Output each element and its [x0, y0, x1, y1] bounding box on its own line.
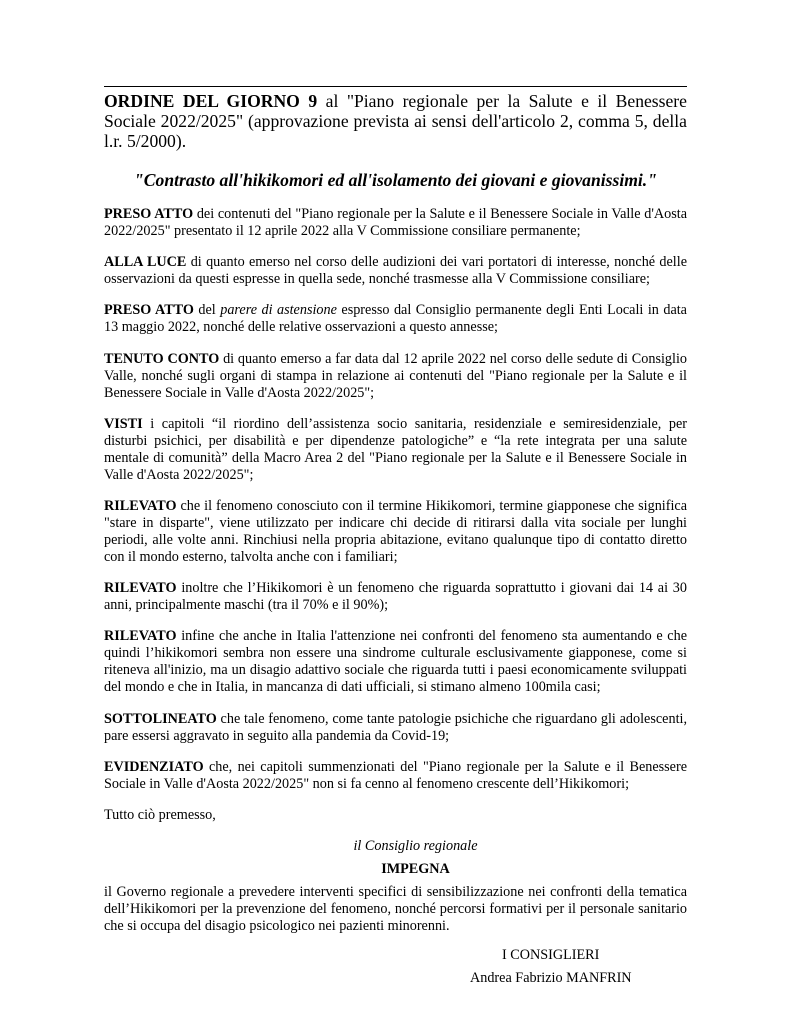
- premise-text: dei contenuti del "Piano regionale per la Salute e il Benessere Sociale in Valle d'Aosta 2022/2025" presentato il 12 aprile 2022 alla V Commissione consiliare permanente;: [104, 206, 687, 239]
- premise-paragraph: [104, 580, 687, 614]
- premise-paragraph: [104, 711, 687, 745]
- premise-keyword: PRESO ATTO: [104, 206, 194, 222]
- premise-text: di quanto emerso a far data dal 12 aprile 2022 nel corso delle sedute di Consiglio Valle, nonché sugli organi di stampa in relazione ai contenuti del "Piano regionale per la Salute e il Benessere Sociale in Valle d'Aosta 2022/2025";: [104, 350, 687, 401]
- premise-conclusion: Tutto ciò premesso,: [104, 806, 216, 823]
- premise-paragraph: [104, 351, 687, 402]
- premise-text: espresso dal Consiglio permanente degli Enti Locali in data 13 maggio 2022, nonché delle relative osservazioni a questo annesse;: [104, 302, 687, 336]
- premise-text: che il fenomeno conosciuto con il termine Hikikomori, termine giapponese che significa "stare in disparte", viene utilizzato per indicare chi decide di ritirarsi dalla vita sociale per lunghi periodi, alle volte anni. Rinchiusi nella propria abitazione, evitano qualunque tipo di contatto diretto con il mondo esterno, talvolta anche con i familiari;: [104, 497, 687, 565]
- premise-text: i capitoli “il riordino dell’assistenza socio sanitaria, residenziale e semiresidenziale, per disturbi psichici, per disabilità e per dipendenze patologiche” e “la rete integrata per una salute mentale di comunità” della Macro Area 2 del "Piano regionale per la Salute e il Benessere Sociale in Valle d'Aosta 2022/2025";: [104, 415, 687, 483]
- document-subtitle: "Contrasto all'hikikomori ed all'isolamento dei giovani e giovanissimi.": [134, 170, 657, 190]
- premise-paragraph: [104, 498, 687, 566]
- premise-paragraph: [104, 759, 687, 793]
- council-label: il Consiglio regionale: [353, 838, 478, 855]
- premise-text: inoltre che l’Hikikomori è un fenomeno che riguarda soprattutto i giovani dai 14 ai 30 anni, principalmente maschi (tra il 70% e il 90%);: [104, 580, 687, 614]
- premise-text: che tale fenomeno, come tante patologie psichiche che riguardano gli adolescenti, pare essersi aggravato in seguito alla pandemia da Covid-19;: [104, 710, 687, 744]
- premise-keyword: RILEVATO: [104, 497, 177, 514]
- premise-paragraph: [104, 302, 687, 336]
- header-rule: [104, 86, 687, 87]
- premise-keyword: SOTTOLINEATO: [104, 710, 217, 727]
- commitment-paragraph: il Governo regionale a prevedere interventi specifici di sensibilizzazione nei confronti della tematica dell’Hikikomori per la prevenzione del fenomeno, nonché percorsi formativi per il personale sanitario che si occupa del disagio psicologico nei pazienti minorenni.: [104, 884, 687, 935]
- premise-keyword: VISTI: [104, 415, 143, 432]
- title-rest: al "Piano regionale per la Salute e il Benessere Sociale 2022/2025" (approvazione prevista ai sensi dell'articolo 2, comma 5, della l.r. 5/2000).: [104, 91, 687, 151]
- impegna-heading: IMPEGNA: [381, 861, 450, 878]
- premise-keyword: EVIDENZIATO: [104, 758, 204, 775]
- premise-text-before: del: [193, 302, 221, 319]
- premise-text: di quanto emerso nel corso delle audizioni dei vari portatori di interesse, nonché delle osservazioni da questi espresse in quella sede, nonché trasmesse alla V Commissione consiliare;: [104, 254, 687, 288]
- premise-paragraph: [104, 628, 687, 696]
- signature-label: I CONSIGLIERI: [502, 947, 600, 964]
- premise-text: che, nei capitoli summenzionati del "Piano regionale per la Salute e il Benessere Sociale in Valle d'Aosta 2022/2025" non si fa cenno al fenomeno crescente dell’Hikikomori;: [104, 758, 687, 792]
- premise-italic: parere di astensione: [220, 302, 337, 319]
- premises-list: [104, 206, 687, 824]
- premise-paragraph: [104, 206, 687, 240]
- premise-text: infine che anche in Italia l'attenzione nei confronti del fenomeno sta aumentando e che quindi l’hikikomori sembra non essere una sindrome culturale esclusivamente giapponese, come si riteneva all'inizio, ma un disagio adattivo sociale che riguarda tutti i paesi economicamente sviluppati del mondo e che in Italia, in mancanza di dati ufficiali, si stimano almeno 100mila casi;: [104, 628, 687, 696]
- premise-keyword: PRESO ATTO: [104, 302, 194, 319]
- premise-paragraph: [104, 254, 687, 288]
- premise-keyword: TENUTO CONTO: [104, 350, 220, 367]
- premise-paragraph: [104, 416, 687, 484]
- premise-keyword: ALLA LUCE: [104, 254, 187, 271]
- premise-keyword: RILEVATO: [104, 580, 177, 597]
- title-bold: ORDINE DEL GIORNO 9: [104, 91, 318, 111]
- premise-keyword: RILEVATO: [104, 628, 177, 645]
- signature-name: Andrea Fabrizio MANFRIN: [470, 970, 632, 987]
- document-page: [104, 86, 687, 987]
- document-title: [104, 91, 687, 151]
